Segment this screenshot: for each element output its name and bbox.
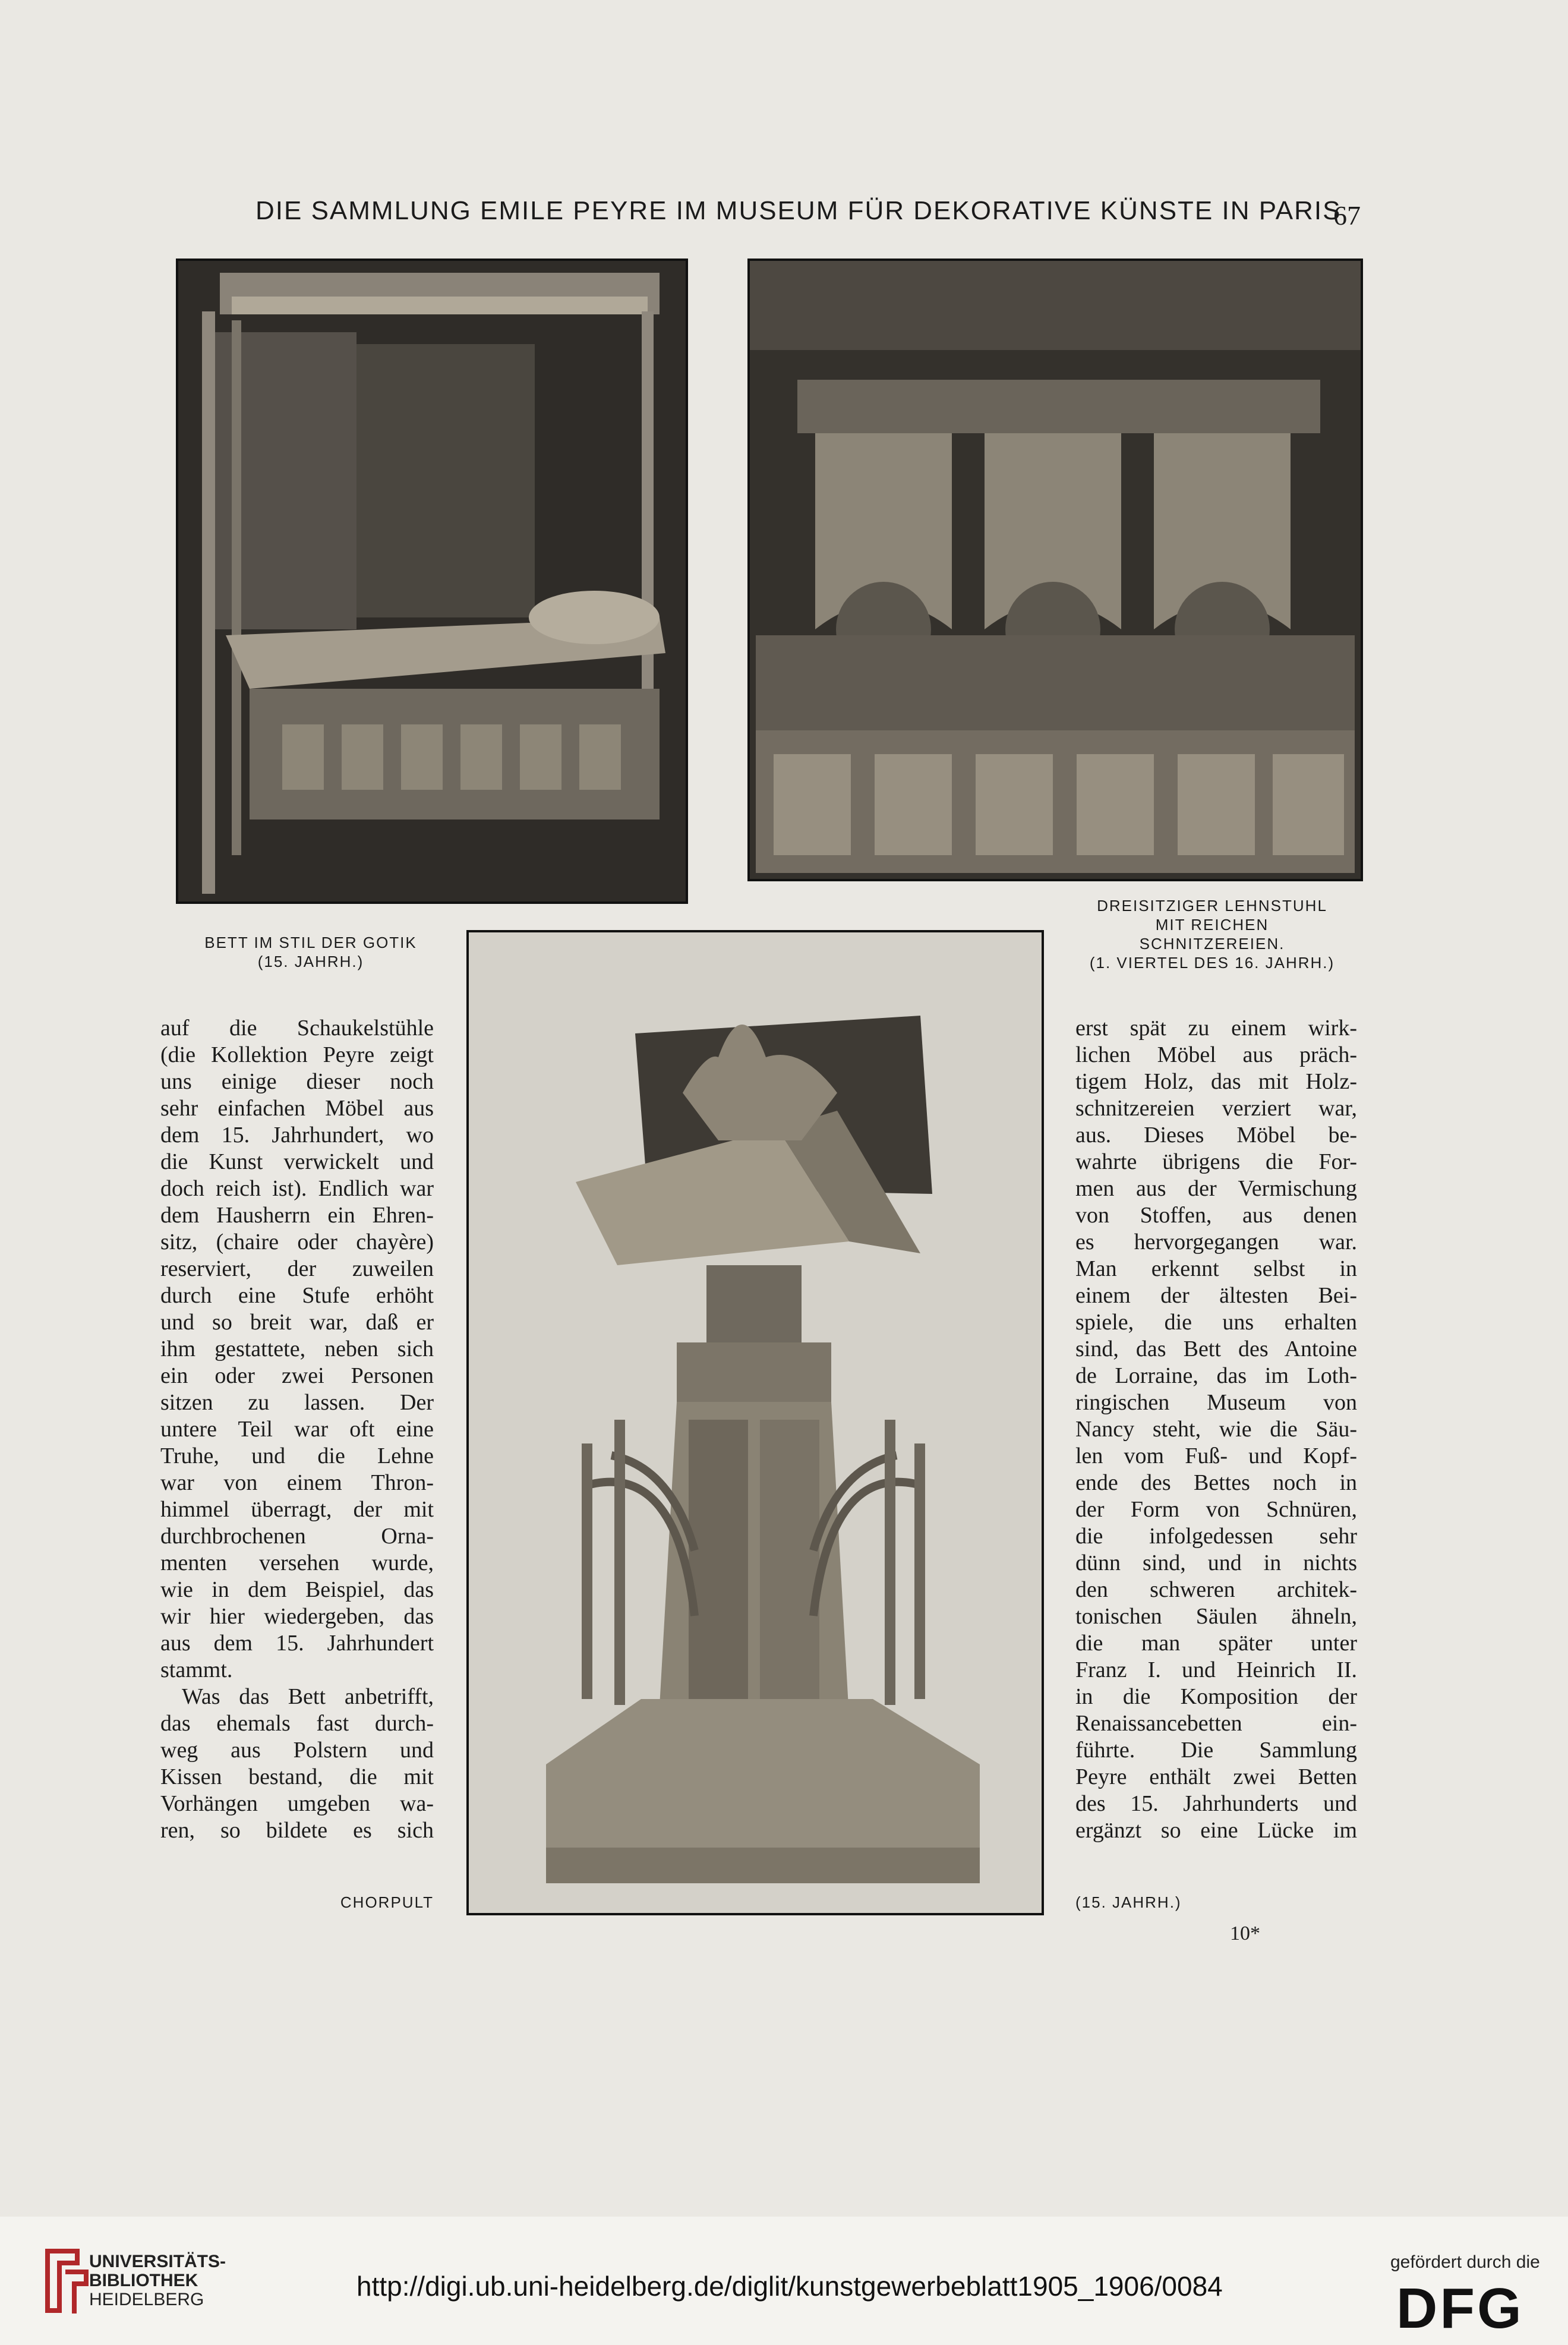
left-line-3: uns einige dieser noch bbox=[160, 1069, 434, 1094]
right-line-19: der Form von Schnüren, bbox=[1075, 1497, 1357, 1522]
bed-caption bbox=[176, 933, 446, 971]
running-title: DIE SAMMLUNG EMILE PEYRE IM MUSEUM FÜR DEKORATIVE KÜNSTE IN PARIS bbox=[255, 196, 1342, 225]
chair-caption-line-4: (1. VIERTEL DES 16. JAHRH.) bbox=[1089, 954, 1335, 972]
right-line-18: ende des Bettes noch in bbox=[1075, 1470, 1357, 1495]
left-line-8: dem Hausherrn ein Ehren- bbox=[160, 1203, 434, 1228]
left-line-1: auf die Schaukelstühle bbox=[160, 1016, 434, 1041]
left-line-22: wie in dem Beispiel, das bbox=[160, 1577, 434, 1602]
right-line-1: erst spät zu einem wirk- bbox=[1075, 1016, 1357, 1041]
right-line-25: Franz I. und Heinrich II. bbox=[1075, 1657, 1357, 1682]
left-line-18: war von einem Thron- bbox=[160, 1470, 434, 1495]
left-line-17: Truhe, und die Lehne bbox=[160, 1443, 434, 1468]
right-line-23: tonischen Säulen ähneln, bbox=[1075, 1604, 1357, 1629]
right-line-29: Peyre enthält zwei Betten bbox=[1075, 1764, 1357, 1789]
lectern-photograph bbox=[466, 930, 1044, 1915]
right-line-26: in die Komposition der bbox=[1075, 1684, 1357, 1709]
left-line-26: Was das Bett anbetrifft, bbox=[182, 1684, 434, 1709]
dfg-logo: DFG bbox=[1396, 2277, 1524, 2340]
bed-caption-line-2: (15. JAHRH.) bbox=[257, 953, 364, 970]
library-name bbox=[89, 2252, 226, 2309]
bed-caption-line-1: BETT IM STIL DER GOTIK bbox=[204, 934, 417, 951]
right-line-3: tigem Holz, das mit Holz- bbox=[1075, 1069, 1357, 1094]
right-line-5: aus. Dieses Möbel be- bbox=[1075, 1123, 1357, 1148]
left-line-16: untere Teil war oft eine bbox=[160, 1417, 434, 1442]
right-line-13: sind, das Bett des Antoine bbox=[1075, 1337, 1357, 1361]
left-line-12: und so breit war, daß er bbox=[160, 1310, 434, 1335]
left-line-11: durch eine Stufe erhöht bbox=[160, 1283, 434, 1308]
right-line-10: Man erkennt selbst in bbox=[1075, 1256, 1357, 1281]
left-line-27: das ehemals fast durch- bbox=[160, 1711, 434, 1736]
right-line-28: führte. Die Sammlung bbox=[1075, 1738, 1357, 1763]
right-line-20: die infolgedessen sehr bbox=[1075, 1524, 1357, 1549]
bed-photograph bbox=[176, 259, 688, 904]
right-line-15: ringischen Museum von bbox=[1075, 1390, 1357, 1415]
left-line-23: wir hier wiedergeben, das bbox=[160, 1604, 434, 1629]
right-line-16: Nancy steht, wie die Säu- bbox=[1075, 1417, 1357, 1442]
left-line-7: doch reich ist). Endlich war bbox=[160, 1176, 434, 1201]
lectern-caption: CHORPULT bbox=[340, 1893, 434, 1911]
chair-caption-line-1: DREISITZIGER LEHNSTUHL bbox=[1097, 897, 1327, 915]
left-line-28: weg aus Polstern und bbox=[160, 1738, 434, 1763]
left-line-5: dem 15. Jahrhundert, wo bbox=[160, 1123, 434, 1148]
chair-photograph bbox=[747, 259, 1363, 881]
right-line-6: wahrte übrigens die For- bbox=[1075, 1149, 1357, 1174]
left-line-13: ihm gestattete, neben sich bbox=[160, 1337, 434, 1361]
left-line-14: ein oder zwei Personen bbox=[160, 1363, 434, 1388]
left-line-2: (die Kollektion Peyre zeigt bbox=[160, 1042, 434, 1067]
right-line-14: de Lorraine, das im Loth- bbox=[1075, 1363, 1357, 1388]
lectern-date-caption: (15. JAHRH.) bbox=[1075, 1893, 1182, 1911]
right-line-22: den schweren architek- bbox=[1075, 1577, 1357, 1602]
right-line-4: schnitzereien verziert war, bbox=[1075, 1096, 1357, 1121]
chair-caption-line-3: SCHNITZEREIEN. bbox=[1139, 935, 1285, 953]
right-line-8: von Stoffen, aus denen bbox=[1075, 1203, 1357, 1228]
right-line-12: spiele, die uns erhalten bbox=[1075, 1310, 1357, 1335]
left-line-31: ren, so bildete es sich bbox=[160, 1818, 434, 1843]
chair-caption-line-2: MIT REICHEN bbox=[1155, 916, 1269, 934]
page-number: 67 bbox=[1333, 200, 1361, 231]
right-line-17: len vom Fuß- und Kopf- bbox=[1075, 1443, 1357, 1468]
left-line-15: sitzen zu lassen. Der bbox=[160, 1390, 434, 1415]
left-line-29: Kissen bestand, die mit bbox=[160, 1764, 434, 1789]
right-line-7: men aus der Vermischung bbox=[1075, 1176, 1357, 1201]
right-line-30: des 15. Jahrhunderts und bbox=[1075, 1791, 1357, 1816]
left-line-30: Vorhängen umgeben wa- bbox=[160, 1791, 434, 1816]
right-line-9: es hervorgegangen war. bbox=[1075, 1230, 1357, 1255]
left-line-24: aus dem 15. Jahrhundert bbox=[160, 1631, 434, 1656]
right-line-21: dünn sind, und in nichts bbox=[1075, 1550, 1357, 1575]
right-line-27: Renaissancebetten ein- bbox=[1075, 1711, 1357, 1736]
library-name-line-1: UNIVERSITÄTS- bbox=[89, 2252, 226, 2271]
left-line-25: stammt. bbox=[160, 1657, 233, 1682]
left-line-10: reserviert, der zuweilen bbox=[160, 1256, 434, 1281]
left-text-column bbox=[160, 1015, 434, 1844]
right-line-11: einem der ältesten Bei- bbox=[1075, 1283, 1357, 1308]
chair-caption bbox=[1069, 896, 1355, 972]
library-name-line-2: BIBLIOTHEK bbox=[89, 2271, 198, 2290]
left-line-20: durchbrochenen Orna- bbox=[160, 1524, 434, 1549]
right-line-31: ergänzt so eine Lücke im bbox=[1075, 1818, 1357, 1843]
signature-mark: 10* bbox=[1230, 1922, 1260, 1944]
library-name-line-3: HEIDELBERG bbox=[89, 2290, 204, 2309]
left-line-6: die Kunst verwickelt und bbox=[160, 1149, 434, 1174]
page-header bbox=[196, 196, 1361, 244]
right-line-24: die man später unter bbox=[1075, 1631, 1357, 1656]
left-line-21: menten versehen wurde, bbox=[160, 1550, 434, 1575]
right-line-2: lichen Möbel aus präch- bbox=[1075, 1042, 1357, 1067]
right-text-column bbox=[1075, 1015, 1357, 1844]
left-line-4: sehr einfachen Möbel aus bbox=[160, 1096, 434, 1121]
left-line-19: himmel überragt, der mit bbox=[160, 1497, 434, 1522]
left-line-9: sitz, (chaire oder chayère) bbox=[160, 1230, 434, 1255]
funder-label: gefördert durch die bbox=[1390, 2252, 1540, 2272]
source-url-link[interactable]: http://digi.ub.uni-heidelberg.de/diglit/kunstgewerbeblatt1905_1906/0084 bbox=[356, 2271, 1223, 2302]
